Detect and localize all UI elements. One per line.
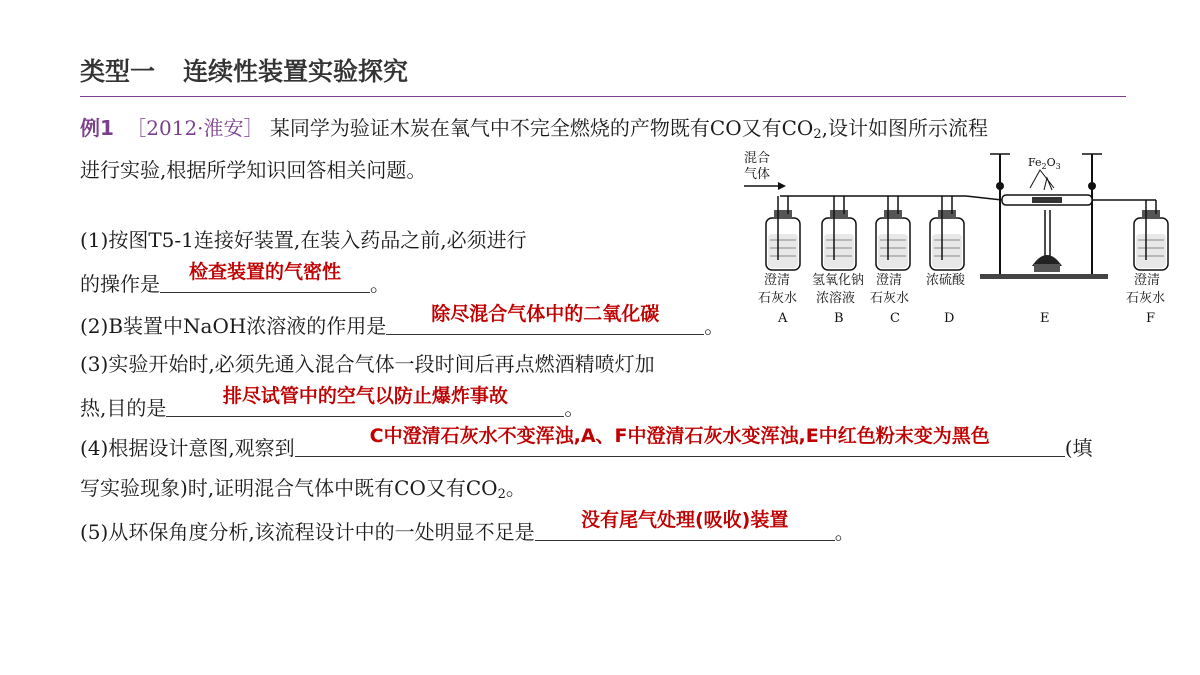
question-3-prefix: 热,目的是	[80, 396, 167, 420]
inlet-arrow	[744, 182, 786, 190]
section-title	[80, 52, 408, 88]
bottle-a-label-1: 澄清	[764, 273, 791, 288]
question-1-prefix: 的操作是	[80, 272, 160, 296]
tube-furnace-e	[980, 154, 1108, 279]
section-title-type: 类型一	[80, 57, 156, 86]
bottle-a-label-2: 石灰水	[758, 291, 798, 306]
question-5-prefix: (5)从环保角度分析,该流程设计中的一处明显不足是	[80, 520, 535, 544]
bottle-b-letter: B	[834, 311, 844, 326]
question-2-blank	[386, 303, 704, 335]
inlet-label-1: 混合	[744, 151, 771, 166]
question-3-blank	[166, 385, 564, 417]
question-4-line2-end: 。	[505, 476, 526, 500]
question-1-answer: 检查装置的气密性	[188, 261, 341, 283]
question-5-end: 。	[834, 520, 855, 544]
bottle-c-label-2: 石灰水	[870, 291, 910, 306]
question-1-end: 。	[370, 272, 390, 296]
inlet-label-2: 气体	[744, 167, 771, 182]
question-4-subscript: 2	[497, 487, 506, 502]
question-4-answer: C中澄清石灰水不变浑浊,A、F中澄清石灰水变浑浊,E中红色粉末变为黑色	[369, 425, 990, 447]
bottle-c-label-1: 澄清	[876, 273, 903, 288]
bottle-a	[766, 196, 800, 270]
main-gas-pipe	[780, 196, 1156, 210]
bottle-d	[930, 196, 964, 270]
fe2o3-label: $Fe_2O_3$	[1028, 156, 1061, 171]
bottle-b-label-1: 氢氧化钠	[812, 273, 865, 288]
bottle-f	[1134, 200, 1168, 270]
question-2-end: 。	[704, 314, 725, 338]
bottle-f-label-1: 澄清	[1134, 273, 1161, 288]
question-4-blank	[295, 425, 1065, 457]
apparatus-diagram	[740, 148, 1180, 330]
question-1-blank	[160, 261, 370, 293]
question-3-line2	[80, 385, 585, 422]
question-4-line2-text: 写实验现象)时,证明混合气体中既有CO又有CO	[80, 476, 498, 500]
bottle-c	[876, 196, 910, 270]
question-3-end: 。	[564, 396, 585, 420]
intro-text-b: ,设计如图所示流程	[821, 116, 988, 140]
question-2-answer: 除尽混合气体中的二氧化碳	[431, 303, 660, 325]
example-label: 例1	[80, 116, 114, 140]
question-4-end: (填	[1064, 436, 1093, 460]
question-2	[80, 303, 725, 340]
title-divider	[80, 96, 1126, 97]
bottle-b-label-2: 浓溶液	[816, 291, 856, 306]
question-5-blank	[535, 509, 835, 541]
example-intro-line2: 进行实验,根据所学知识回答相关问题。	[80, 158, 427, 182]
section-title-topic: 连续性装置实验探究	[183, 57, 409, 86]
question-1-line1: (1)按图T5-1连接好装置,在装入药品之前,必须进行	[80, 228, 527, 252]
intro-subscript: 2	[813, 127, 822, 142]
example-intro	[80, 114, 988, 149]
question-3-line1: (3)实验开始时,必须先通入混合气体一段时间后再点燃酒精喷灯加	[80, 352, 655, 376]
bottle-f-letter: F	[1146, 311, 1156, 326]
bottle-d-letter: D	[944, 311, 955, 326]
question-4-prefix: (4)根据设计意图,观察到	[80, 436, 295, 460]
question-1-line2	[80, 261, 390, 298]
bottle-f-label-2: 石灰水	[1126, 291, 1166, 306]
question-3-answer: 排尽试管中的空气以防止爆炸事故	[222, 385, 508, 407]
question-2-prefix: (2)B装置中NaOH浓溶液的作用是	[80, 314, 387, 338]
question-5-answer: 没有尾气处理(吸收)装置	[581, 509, 789, 531]
intro-text-a: 某同学为验证木炭在氧气中不完全燃烧的产物既有CO又有CO	[269, 116, 814, 140]
bottle-b	[822, 196, 856, 270]
question-4-line1	[80, 425, 1093, 462]
bottle-c-letter: C	[890, 311, 900, 326]
bottle-a-letter: A	[778, 311, 788, 326]
example-source: ［2012·淮安］	[126, 116, 264, 140]
bottle-d-label-1: 浓硫酸	[926, 273, 966, 288]
question-4-line2	[80, 474, 526, 509]
question-5	[80, 509, 855, 546]
apparatus-e-letter: E	[1040, 311, 1050, 326]
